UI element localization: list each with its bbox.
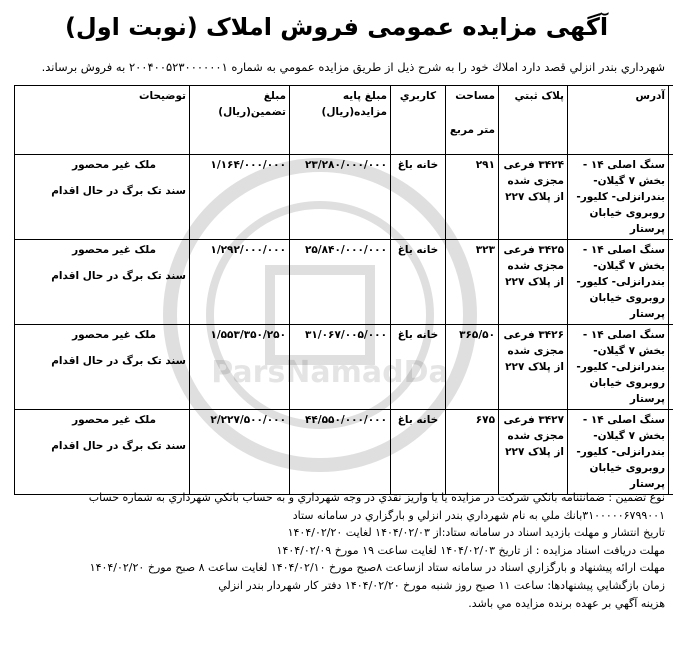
plak-line: مجزی شده xyxy=(507,430,564,442)
address-line: سنگ اصلی ۱۴ - xyxy=(582,159,665,171)
description-line: ملک غیر محصور xyxy=(72,329,156,341)
plak-cell xyxy=(499,155,568,240)
table-row xyxy=(15,155,673,240)
note-bank-account: ۳۱۰۰۰۰۰۶۷۹۹۰۰۱بانك ملي به نام شهرداري بندر انزلي و بارگزاري در سامانه ستاد xyxy=(292,508,665,522)
header-guarantee: مبلغ تضمين(ريال) xyxy=(190,86,290,155)
address-line: روبروی خیابان پرستار xyxy=(589,377,665,405)
description-cell xyxy=(15,410,190,495)
area-cell: ۲۹۱ xyxy=(446,155,499,240)
header-area-label: مساحت xyxy=(455,90,495,102)
note-receive-deadline: مهلت دريافت اسناد مزایده : از تاريخ ۱۴۰۴/۰۲/۰۳ لغايت ساعت ۱۹ مورخ ۱۴۰۴/۰۲/۰۹ xyxy=(276,543,665,557)
description-line: سند تک برگ در حال اقدام xyxy=(51,355,186,367)
header-address: آدرس xyxy=(568,86,669,155)
base-price-cell: ۲۵/۸۴۰/۰۰۰/۰۰۰ xyxy=(290,240,391,325)
plak-line: از پلاک ۲۲۷ xyxy=(505,361,564,373)
area-cell: ۳۲۳ xyxy=(446,240,499,325)
header-description: توضيحات xyxy=(15,86,190,155)
description-cell xyxy=(15,325,190,410)
address-cell xyxy=(568,410,669,495)
plak-line: مجزی شده xyxy=(507,345,564,357)
plak-line: از پلاک ۲۲۷ xyxy=(505,191,564,203)
table-row xyxy=(15,325,673,410)
description-line: ملک غیر محصور xyxy=(72,244,156,256)
address-line: سنگ اصلی ۱۴ - xyxy=(582,329,665,341)
plak-line: ۳۴۲۷ فرعی xyxy=(503,414,564,426)
plak-cell xyxy=(499,325,568,410)
intro-text: شهرداري بندر انزلي قصد دارد املاك خود را به شرح ذيل از طريق مزايده عمومي به شماره ۲۰۰۴۰۰۵۲۳۰۰۰۰۰۰۱ به فروش برساند. xyxy=(41,60,665,74)
address-line: روبروی خیابان پرستار xyxy=(589,462,665,490)
description-line: سند تک برگ در حال اقدام xyxy=(51,440,186,452)
address-line: بندرانزلی- کلیور- xyxy=(576,361,665,373)
guarantee-cell: ۱/۱۶۴/۰۰۰/۰۰۰ xyxy=(190,155,290,240)
usage-cell: خانه باغ xyxy=(391,240,446,325)
note-publish-date: تاريخ انتشار و مهلت بازديد اسناد در سامانه ستاد:از ۱۴۰۴/۰۲/۰۳ لغایت ۱۴۰۴/۰۲/۲۰ xyxy=(287,526,665,540)
plak-cell xyxy=(499,240,568,325)
header-area-unit: متر مربع xyxy=(449,124,495,136)
guarantee-cell: ۱/۲۹۲/۰۰۰/۰۰۰ xyxy=(190,240,290,325)
area-cell: ۶۷۵ xyxy=(446,410,499,495)
plak-line: ۳۴۲۶ فرعی xyxy=(503,329,564,341)
note-ad-cost: هزينه آگهي بر عهده برنده مزايده مي باشد. xyxy=(468,596,665,610)
watermark-text: ParsNamadDa xyxy=(211,355,449,390)
plak-line: از پلاک ۲۲۷ xyxy=(505,276,564,288)
plak-cell xyxy=(499,410,568,495)
address-line: بندرانزلی- کلیور- xyxy=(576,446,665,458)
row-number-cell xyxy=(669,325,673,410)
usage-cell: خانه باغ xyxy=(391,325,446,410)
address-line: بخش ۷ گیلان- xyxy=(593,430,665,442)
note-opening-time: زمان بازگشايي پيشنهادها: ساعت ۱۱ صبح روز شنبه مورخ ۱۴۰۴/۰۲/۲۰ دفتر كار شهردار بندر انزلي xyxy=(218,578,665,592)
address-line: بخش ۷ گیلان- xyxy=(593,175,665,187)
plak-line: مجزی شده xyxy=(507,175,564,187)
description-cell xyxy=(15,240,190,325)
row-number-cell xyxy=(669,410,673,495)
base-price-cell: ۳۱/۰۶۷/۰۰۵/۰۰۰ xyxy=(290,325,391,410)
description-line: سند تک برگ در حال اقدام xyxy=(51,185,186,197)
header-area xyxy=(446,86,499,155)
usage-cell: خانه باغ xyxy=(391,155,446,240)
header-row-number xyxy=(669,86,673,155)
address-cell xyxy=(568,155,669,240)
usage-cell: خانه باغ xyxy=(391,410,446,495)
properties-table xyxy=(14,85,673,495)
description-line: ملک غیر محصور xyxy=(72,159,156,171)
table-header-row xyxy=(15,86,673,155)
address-line: سنگ اصلی ۱۴ - xyxy=(582,414,665,426)
row-number-cell xyxy=(669,155,673,240)
plak-line: از پلاک ۲۲۷ xyxy=(505,446,564,458)
description-cell xyxy=(15,155,190,240)
header-plak: پلاک ثبتي xyxy=(499,86,568,155)
base-price-cell: ۲۳/۲۸۰/۰۰۰/۰۰۰ xyxy=(290,155,391,240)
header-base-price: مبلغ پايه مزايده(ريال) xyxy=(290,86,391,155)
note-submit-deadline: مهلت ارائه پيشنهاد و بارگزاري اسناد در سامانه ستاد ازساعت ۸صبح مورخ ۱۴۰۴/۰۲/۱۰ لغايت ساعت ۸ صبح مورخ ۱۴۰۴/۰۲/۲۰ xyxy=(89,561,665,575)
address-line: روبروی خیابان پرستار xyxy=(589,292,665,320)
address-line: بخش ۷ گیلان- xyxy=(593,260,665,272)
address-line: بندرانزلی- کلیور- xyxy=(576,191,665,203)
table-row xyxy=(15,410,673,495)
table-row xyxy=(15,240,673,325)
header-usage: کاربري xyxy=(391,86,446,155)
address-line: بخش ۷ گیلان- xyxy=(593,345,665,357)
guarantee-cell: ۱/۵۵۳/۳۵۰/۲۵۰ xyxy=(190,325,290,410)
address-line: سنگ اصلی ۱۴ - xyxy=(582,244,665,256)
address-line: روبروی خیابان پرستار xyxy=(589,207,665,235)
description-line: سند تک برگ در حال اقدام xyxy=(51,270,186,282)
address-cell xyxy=(568,325,669,410)
row-number-cell xyxy=(669,240,673,325)
address-cell xyxy=(568,240,669,325)
notes-section xyxy=(3,489,665,612)
page-title: آگهی مزایده عمومی فروش املاک (نوبت اول) xyxy=(64,13,609,41)
guarantee-cell: ۲/۲۲۷/۵۰۰/۰۰۰ xyxy=(190,410,290,495)
base-price-cell: ۴۴/۵۵۰/۰۰۰/۰۰۰ xyxy=(290,410,391,495)
description-line: ملک غیر محصور xyxy=(72,414,156,426)
area-cell: ۳۶۵/۵۰ xyxy=(446,325,499,410)
note-guarantee-type: نوع تضمین : ضمانتنامه بانکي شرکت در مزایده یا یا واریز نقدي در وجه شهرداري و به حساب بانکي شهرداري به شماره حساب xyxy=(88,491,665,504)
plak-line: ۳۴۲۴ فرعی xyxy=(503,159,564,171)
plak-line: ۳۴۲۵ فرعی xyxy=(503,244,564,256)
plak-line: مجزی شده xyxy=(507,260,564,272)
address-line: بندرانزلی- کلیور- xyxy=(576,276,665,288)
